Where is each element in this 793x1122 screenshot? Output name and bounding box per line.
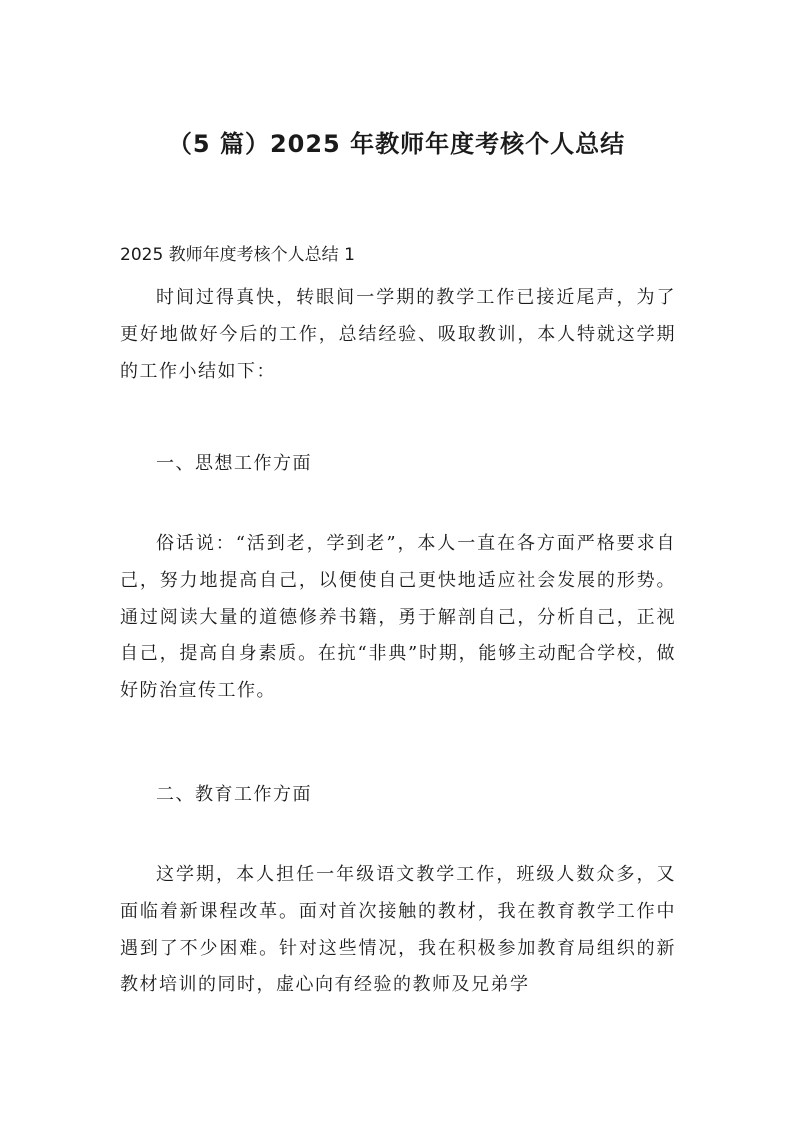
paragraph-education: 这学期，本人担任一年级语文教学工作，班级人数众多，又面临着新课程改革。面对首次接触的教材，我在教育教学工作中遇到了不少困难。针对这些情况，我在积极参加教育局组织的新教材培训的同时，虚心向有经验的教师及兄弟学 <box>120 864 676 996</box>
heading-education: 二、教育工作方面 <box>156 784 312 805</box>
paragraph-intro: 时间过得真快，转眼间一学期的教学工作已接近尾声，为了更好地做好今后的工作，总结经验、吸取教训，本人特就这学期的工作小结如下： <box>120 287 676 382</box>
heading-ideology: 一、思想工作方面 <box>156 453 312 474</box>
document-title: （5 篇）2025 年教师年度考核个人总结 <box>167 130 626 158</box>
section-subtitle: 2025 教师年度考核个人总结 1 <box>120 245 355 265</box>
paragraph-ideology: 俗话说：“活到老，学到老”，本人一直在各方面严格要求自己，努力地提高自己，以便使自己更快地适应社会发展的形势。通过阅读大量的道德修养书籍，勇于解剖自己，分析自己，正视自己，提高自身素质。在抗“非典”时期，能够主动配合学校，做好防治宣传工作。 <box>120 533 676 702</box>
